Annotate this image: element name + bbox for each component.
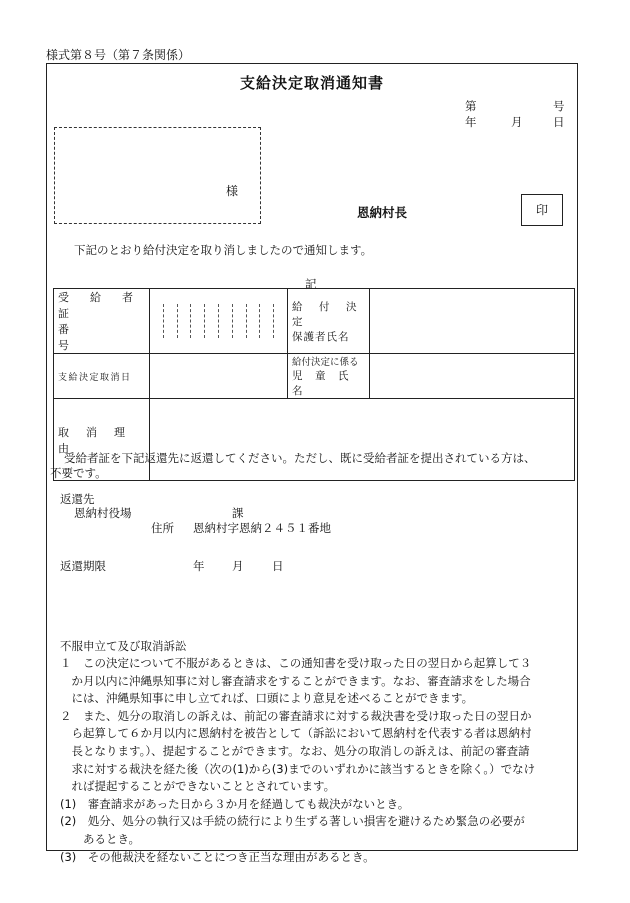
revocation-date-label: 支給決定取消日 <box>54 354 150 399</box>
return-address-label: 住所 <box>151 521 174 535</box>
appeal-line: れば提起することができないこととされています。 <box>60 779 336 794</box>
return-office: 恩納村役場 <box>74 506 132 520</box>
return-notice-line1: 受給者証を下記返還先に返還してください。ただし、既に受給者証を提出されている方は、 <box>64 451 536 465</box>
date-month: 月 <box>511 115 523 129</box>
child-name-label: 給付決定に係る 児 童 氏 名 <box>288 354 370 399</box>
recipient-cert-label: 受 給 者 証 番 号 <box>54 289 150 354</box>
recipient-cert-number-cell <box>150 289 288 354</box>
return-to-heading: 返還先 <box>60 492 95 506</box>
intro-text: 下記のとおり給付決定を取り消しましたので通知します。 <box>74 243 373 257</box>
date-day: 日 <box>553 115 565 129</box>
appeal-line: には、沖縄県知事に申し立てれば、口頭により意見を述べることができます。 <box>60 691 474 706</box>
guardian-name-cell <box>370 289 575 354</box>
deadline-label: 返還期限 <box>60 559 106 573</box>
ki-heading: 記 <box>305 277 317 291</box>
appeal-heading: 不服申立て及び取消訴訟 <box>60 639 187 653</box>
revocation-reason-label: 取 消 理 由 <box>54 399 150 481</box>
revocation-date-cell <box>150 354 288 399</box>
return-notice-line2: 不要です。 <box>50 466 107 480</box>
appeal-line: ２ また、処分の取消しの訴えは、前記の審査請求に対する裁決書を受け取った日の翌日か <box>60 708 532 723</box>
appeal-line: １ この決定について不服があるときは、この通知書を受け取った日の翌日から起算して３ <box>60 656 532 670</box>
document-title: 支給決定取消通知書 <box>239 74 384 92</box>
child-name-cell <box>370 354 575 399</box>
table-row <box>54 354 575 399</box>
appeal-line: (3) その他裁決を経ないことにつき正当な理由があるとき。 <box>60 849 375 864</box>
issuer-name: 恩納村長 <box>357 205 408 220</box>
doc-number-dai: 第 <box>465 99 477 113</box>
table-row <box>54 399 575 481</box>
revocation-reason-cell <box>150 399 575 481</box>
appeal-notes <box>60 655 535 866</box>
deadline-year: 年 <box>193 559 205 573</box>
table-row <box>54 289 575 354</box>
form-number: 様式第８号（第７条関係） <box>46 48 191 62</box>
date-year: 年 <box>465 115 477 129</box>
guardian-name-label: 給 付 決 定 保護者氏名 <box>288 289 370 354</box>
recipient-address-box <box>54 127 261 224</box>
appeal-line: ら起算して６か月以内に恩納村を被告として（訴訟において恩納村を代表する者は恩納村 <box>60 726 532 741</box>
return-address: 恩納村字恩納２４５１番地 <box>193 521 331 535</box>
recipient-suffix: 様 <box>226 184 239 198</box>
return-section: 課 <box>232 506 244 520</box>
deadline-day: 日 <box>272 559 284 573</box>
appeal-line: 求に対する裁決を経た後（次の(1)から(3)までのいずれかに該当するときを除く。）でなけ <box>60 761 536 776</box>
appeal-line: (1) 審査請求があった日から３か月を経過しても裁決がないとき。 <box>60 796 410 811</box>
appeal-line: あるとき。 <box>60 831 141 846</box>
seal-box: 印 <box>521 194 563 226</box>
appeal-line: (2) 処分、処分の執行又は手続の続行により生ずる著しい損害を避けるため緊急の必要が <box>60 814 525 829</box>
appeal-line: か月以内に沖縄県知事に対し審査請求をすることができます。なお、審査請求をした場合 <box>60 673 531 688</box>
appeal-line: 長となります。）、提起することができます。なお、処分の取消しの訴えは、前記の審査請 <box>60 743 530 758</box>
deadline-month: 月 <box>232 559 244 573</box>
doc-number-go: 号 <box>553 99 565 113</box>
digit-boxes <box>150 304 287 338</box>
